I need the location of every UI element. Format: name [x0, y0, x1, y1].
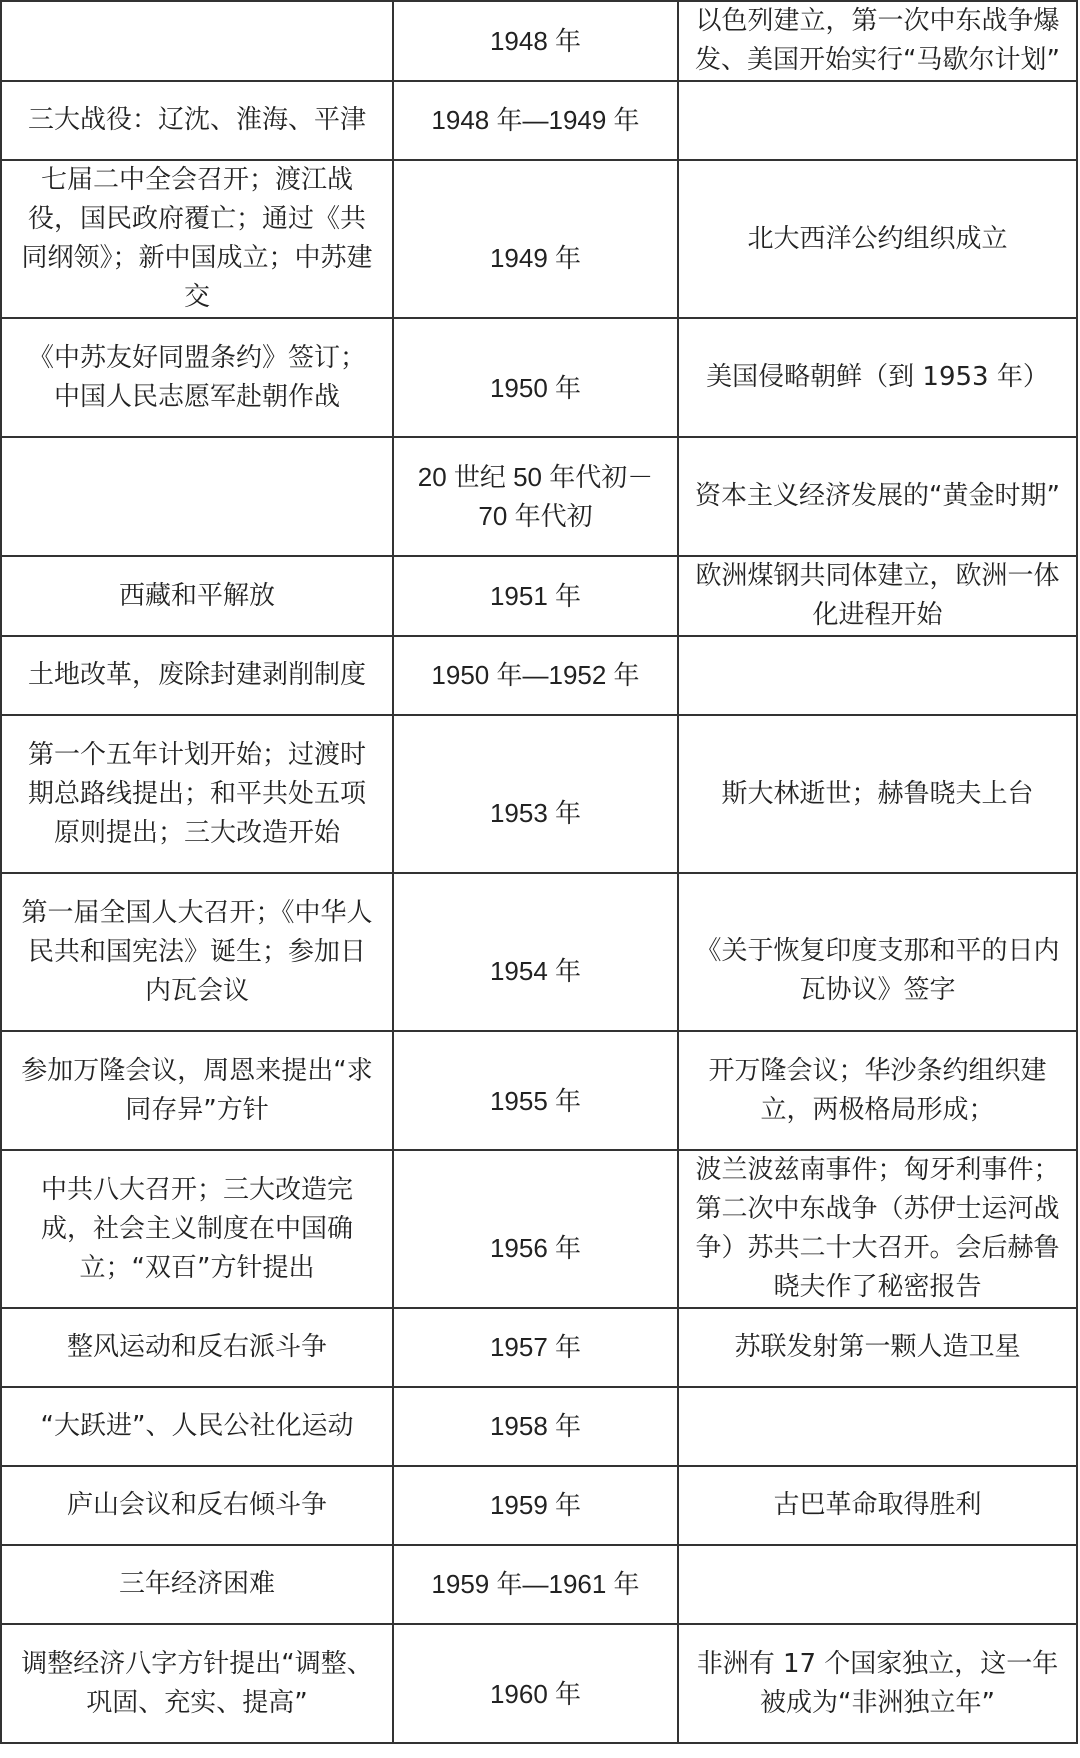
table-row — [1, 1466, 1077, 1545]
world-event-cell: 苏联发射第一颗人造卫星 — [678, 1308, 1077, 1387]
year-cell: 1955 年 — [393, 1031, 678, 1150]
china-event-cell: 整风运动和反右派斗争 — [1, 1308, 393, 1387]
world-event-cell: 北大西洋公约组织成立 — [678, 160, 1077, 318]
china-event-cell: 中共八大召开；三大改造完成，社会主义制度在中国确立；“双百”方针提出 — [1, 1150, 393, 1308]
table-row — [1, 318, 1077, 437]
world-event-cell — [678, 81, 1077, 160]
china-event-cell — [1, 1, 393, 81]
china-event-cell: 七届二中全会召开；渡江战役，国民政府覆亡；通过《共同纲领》；新中国成立；中苏建交 — [1, 160, 393, 318]
table-row — [1, 160, 1077, 318]
table-row — [1, 1387, 1077, 1466]
china-event-cell: 三大战役：辽沈、淮海、平津 — [1, 81, 393, 160]
china-event-cell: 土地改革，废除封建剥削制度 — [1, 636, 393, 715]
china-event-cell: 调整经济八字方针提出“调整、巩固、充实、提高” — [1, 1624, 393, 1743]
table-row — [1, 1, 1077, 81]
table-row — [1, 1624, 1077, 1743]
world-event-cell: 开万隆会议；华沙条约组织建立，两极格局形成； — [678, 1031, 1077, 1150]
world-event-cell — [678, 1545, 1077, 1624]
china-event-cell: 庐山会议和反右倾斗争 — [1, 1466, 393, 1545]
table-row — [1, 1545, 1077, 1624]
table-row — [1, 873, 1077, 1031]
table-row — [1, 1150, 1077, 1308]
world-event-cell: 波兰波兹南事件；匈牙利事件；第二次中东战争（苏伊士运河战争）苏共二十大召开。会后赫鲁晓夫作了秘密报告 — [678, 1150, 1077, 1308]
year-cell: 1948 年 — [393, 1, 678, 81]
world-event-cell: 斯大林逝世；赫鲁晓夫上台 — [678, 715, 1077, 873]
china-event-cell: “大跃进”、人民公社化运动 — [1, 1387, 393, 1466]
world-event-cell: 以色列建立，第一次中东战争爆发、美国开始实行“马歇尔计划” — [678, 1, 1077, 81]
china-event-cell — [1, 437, 393, 556]
year-cell: 20 世纪 50 年代初－70 年代初 — [393, 437, 678, 556]
year-cell: 1960 年 — [393, 1624, 678, 1743]
china-event-cell: 参加万隆会议，周恩来提出“求同存异”方针 — [1, 1031, 393, 1150]
year-cell: 1949 年 — [393, 160, 678, 318]
china-event-cell: 三年经济困难 — [1, 1545, 393, 1624]
table-row — [1, 556, 1077, 636]
year-cell: 1957 年 — [393, 1308, 678, 1387]
world-event-cell: 欧洲煤钢共同体建立，欧洲一体化进程开始 — [678, 556, 1077, 636]
world-event-cell — [678, 636, 1077, 715]
year-cell: 1959 年—1961 年 — [393, 1545, 678, 1624]
table-row — [1, 437, 1077, 556]
year-cell: 1956 年 — [393, 1150, 678, 1308]
table-row — [1, 715, 1077, 873]
table-row — [1, 1308, 1077, 1387]
table-row — [1, 1031, 1077, 1150]
china-event-cell: 第一届全国人大召开；《中华人民共和国宪法》诞生；参加日内瓦会议 — [1, 873, 393, 1031]
year-cell: 1958 年 — [393, 1387, 678, 1466]
china-event-cell: 《中苏友好同盟条约》签订；中国人民志愿军赴朝作战 — [1, 318, 393, 437]
year-cell: 1951 年 — [393, 556, 678, 636]
year-cell: 1950 年 — [393, 318, 678, 437]
year-cell: 1948 年—1949 年 — [393, 81, 678, 160]
world-event-cell: 古巴革命取得胜利 — [678, 1466, 1077, 1545]
china-event-cell: 第一个五年计划开始；过渡时期总路线提出；和平共处五项原则提出；三大改造开始 — [1, 715, 393, 873]
world-event-cell: 美国侵略朝鲜（到 1953 年） — [678, 318, 1077, 437]
table-row — [1, 81, 1077, 160]
world-event-cell — [678, 1387, 1077, 1466]
world-event-cell: 《关于恢复印度支那和平的日内瓦协议》签字 — [678, 873, 1077, 1031]
china-event-cell: 西藏和平解放 — [1, 556, 393, 636]
year-cell: 1954 年 — [393, 873, 678, 1031]
world-event-cell: 资本主义经济发展的“黄金时期” — [678, 437, 1077, 556]
year-cell: 1950 年—1952 年 — [393, 636, 678, 715]
world-event-cell: 非洲有 17 个国家独立，这一年被成为“非洲独立年” — [678, 1624, 1077, 1743]
table-row — [1, 636, 1077, 715]
year-cell: 1953 年 — [393, 715, 678, 873]
year-cell: 1959 年 — [393, 1466, 678, 1545]
